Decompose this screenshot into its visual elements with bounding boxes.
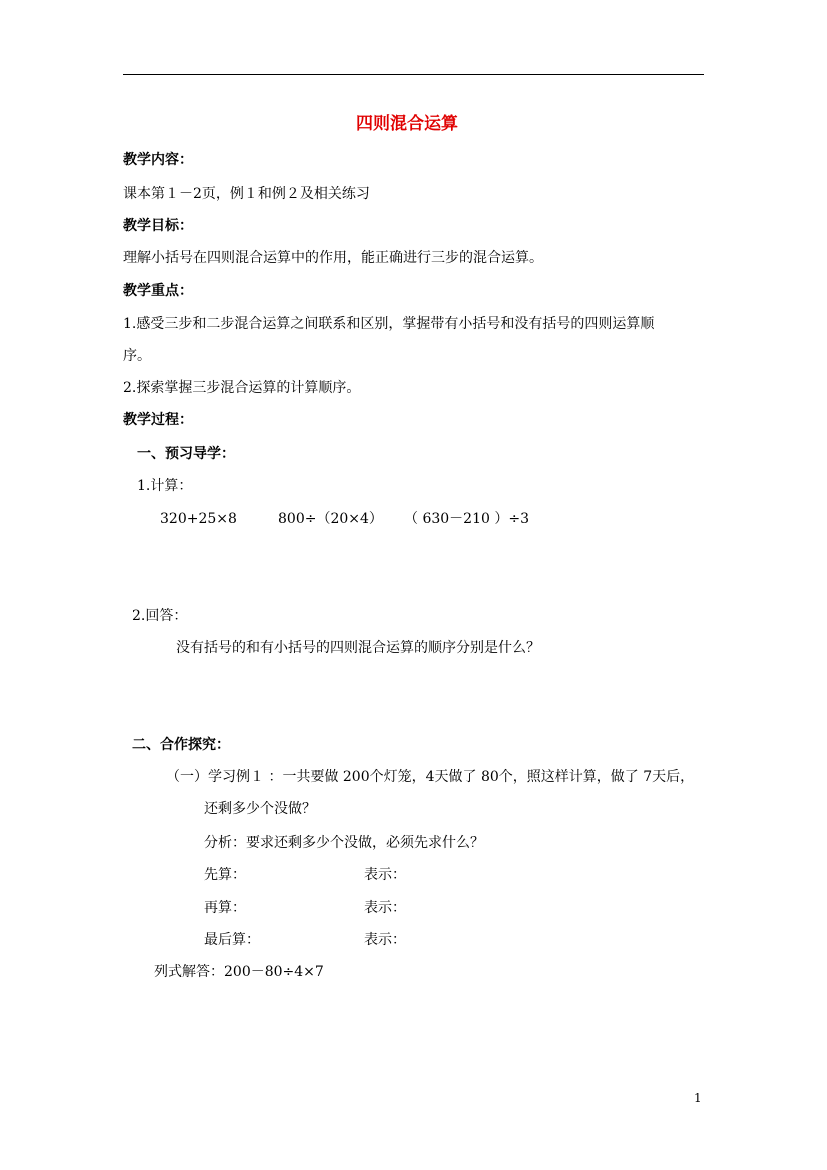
key-item-2: 2.探索掌握三步混合运算的计算顺序。 (123, 380, 361, 396)
part1-heading: 一、预习导学： (137, 446, 235, 462)
step-2-show: 表示： (364, 900, 406, 916)
q2-label: 2.回答： (132, 608, 188, 624)
key-item-1-line-1: 1.感受三步和二步混合运算之间联系和区别，掌握带有小括号和没有括号的四则运算顺 (123, 316, 655, 332)
analysis: 分析：要求还剩多少个没做，必须先求什么？ (204, 835, 484, 851)
step-3-label: 最后算： (204, 932, 260, 948)
expression-1: 320+25×8 (160, 511, 237, 527)
page-title: 四则混合运算 (356, 114, 458, 134)
key-heading: 教学重点： (123, 283, 193, 299)
answer: 列式解答：200－80÷4×7 (154, 964, 324, 980)
process-heading: 教学过程： (123, 412, 193, 428)
goal-heading: 教学目标： (123, 218, 193, 234)
step-1-label: 先算： (204, 867, 246, 883)
goal-text: 理解小括号在四则混合运算中的作用，能正确进行三步的混合运算。 (123, 250, 543, 266)
step-1-show: 表示： (364, 867, 406, 883)
q1-label: 1.计算： (137, 478, 193, 494)
step-3-show: 表示： (364, 932, 406, 948)
content-text: 课本第１－2页，例１和例２及相关练习 (123, 186, 370, 202)
example-line-2: 还剩多少个没做？ (204, 801, 316, 817)
page-number: 1 (694, 1091, 702, 1105)
step-2-label: 再算： (204, 900, 246, 916)
header-rule (123, 74, 704, 75)
part2-heading: 二、合作探究： (132, 737, 230, 753)
example-line-1: （一）学习例１ ：一共要做 200个灯笼，4天做了 80个，照这样计算，做了 7天后， (166, 769, 695, 785)
content-heading: 教学内容： (123, 152, 193, 168)
expression-2: 800÷（20×4） (278, 511, 383, 527)
q2-text: 没有括号的和有小括号的四则混合运算的顺序分别是什么？ (176, 640, 540, 656)
expression-3: （ 630－210 ）÷3 (404, 511, 529, 527)
key-item-1-line-2: 序。 (123, 348, 151, 364)
